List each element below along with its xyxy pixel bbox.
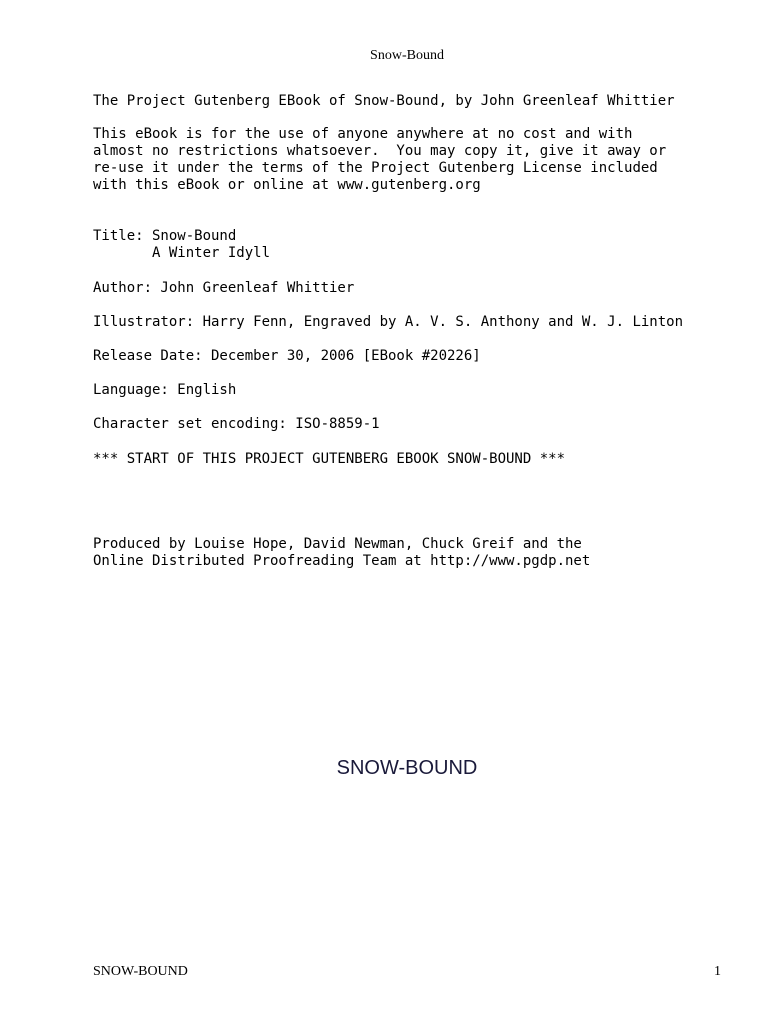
intro-line: The Project Gutenberg EBook of Snow-Bound, by John Greenleaf Whittier	[93, 93, 675, 109]
release-date-line: Release Date: December 30, 2006 [EBook #20226]	[93, 348, 481, 364]
license-line: re-use it under the terms of the Project Gutenberg License included	[93, 160, 658, 176]
credits-line: Produced by Louise Hope, David Newman, Chuck Greif and the	[93, 536, 582, 552]
running-header	[0, 47, 768, 65]
start-marker: *** START OF THIS PROJECT GUTENBERG EBOOK SNOW-BOUND ***	[93, 451, 566, 467]
section-heading-text: SNOW-BOUND	[336, 757, 478, 779]
section-heading	[0, 755, 768, 781]
license-line: almost no restrictions whatsoever. You may copy it, give it away or	[93, 143, 667, 159]
footer-title: SNOW-BOUND	[93, 964, 188, 979]
subtitle-line: A Winter Idyll	[93, 245, 271, 261]
illustrator-line: Illustrator: Harry Fenn, Engraved by A. V. S. Anthony and W. J. Linton	[93, 314, 684, 330]
page-number: 1	[714, 964, 721, 979]
author-line: Author: John Greenleaf Whittier	[93, 280, 355, 296]
running-header-title: Snow-Bound	[370, 48, 444, 63]
license-line: with this eBook or online at www.gutenberg.org	[93, 177, 481, 193]
language-line: Language: English	[93, 382, 237, 398]
charset-line: Character set encoding: ISO-8859-1	[93, 416, 380, 432]
license-line: This eBook is for the use of anyone anywhere at no cost and with	[93, 126, 633, 142]
license-paragraph	[93, 126, 666, 194]
credits-paragraph	[93, 536, 590, 570]
credits-line: Online Distributed Proofreading Team at http://www.pgdp.net	[93, 553, 591, 569]
title-line: Title: Snow-Bound	[93, 228, 237, 244]
